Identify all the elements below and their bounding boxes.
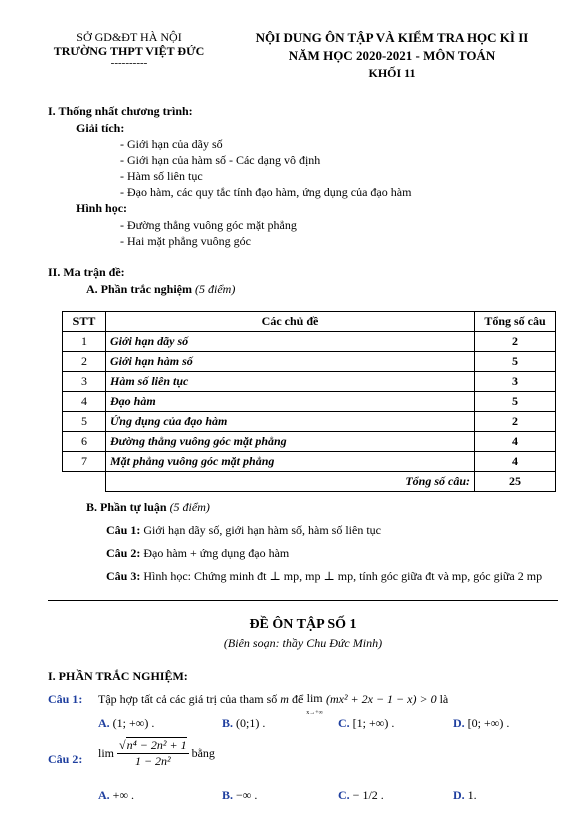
fraction-denominator: 1 − 2n² xyxy=(117,753,189,769)
answer-option[interactable] xyxy=(453,788,477,803)
row-topic: Mặt phẳng vuông góc mặt phẳng xyxy=(106,452,475,472)
q1-param: m xyxy=(280,692,289,706)
table-row xyxy=(63,352,556,372)
q2-text-after: bằng xyxy=(191,746,215,760)
question-label: Câu 2: xyxy=(48,752,83,766)
partB-heading xyxy=(86,500,210,515)
total-value: 25 xyxy=(475,472,556,492)
question-text xyxy=(98,692,448,719)
limit-operator xyxy=(306,692,323,719)
row-topic: Đường thẳng vuông góc mặt phẳng xyxy=(106,432,475,452)
row-stt: 4 xyxy=(63,392,106,412)
department-name: SỞ GD&ĐT HÀ NỘI xyxy=(76,30,182,44)
row-topic: Giới hạn dãy số xyxy=(106,332,475,352)
essay-label: Câu 2: xyxy=(106,546,141,560)
table-row xyxy=(63,372,556,392)
option-text: − 1/2 . xyxy=(352,788,384,802)
col-header-stt: STT xyxy=(63,312,106,332)
lim-subscript: x→+∞ xyxy=(306,710,323,716)
row-stt: 6 xyxy=(63,432,106,452)
option-letter: A. xyxy=(98,788,110,802)
sqrt-radicand: n⁴ − 2n² + 1 xyxy=(126,738,187,752)
table-row xyxy=(63,412,556,432)
col-header-count: Tổng số câu xyxy=(475,312,556,332)
option-text: −∞ . xyxy=(236,788,258,802)
header-dashes: ---------- xyxy=(110,57,148,69)
limit-fraction xyxy=(117,738,189,769)
partB-label: B. Phần tự luận xyxy=(86,500,167,514)
grade-label: KHỐI 11 xyxy=(368,66,416,80)
row-topic: Giới hạn hàm số xyxy=(106,352,475,372)
row-count: 4 xyxy=(475,432,556,452)
answer-option[interactable] xyxy=(98,716,154,731)
geometry-item: - Đường thẳng vuông góc mặt phẳng xyxy=(120,218,297,232)
essay-label: Câu 3: xyxy=(106,569,141,583)
analysis-item: - Đạo hàm, các quy tắc tính đạo hàm, ứng dụng của đạo hàm xyxy=(120,185,412,199)
option-letter: D. xyxy=(453,788,465,802)
q1-expression: (mx² + 2x − 1 − x) > 0 xyxy=(325,692,437,706)
col-header-topic: Các chủ đề xyxy=(106,312,475,332)
row-topic: Hàm số liên tục xyxy=(106,372,475,392)
table-row xyxy=(63,452,556,472)
row-stt: 1 xyxy=(63,332,106,352)
partA-heading xyxy=(86,282,235,297)
q1-text-before: Tập hợp tất cả các giá trị của tham số xyxy=(98,692,278,706)
lim-word: lim xyxy=(98,746,115,760)
option-letter: C. xyxy=(338,788,350,802)
row-count: 5 xyxy=(475,352,556,372)
option-letter: A. xyxy=(98,716,110,730)
part-heading: I. PHẦN TRẮC NGHIỆM: xyxy=(48,669,188,683)
topic-matrix-table xyxy=(62,311,556,492)
fraction-numerator: √n⁴ − 2n² + 1 xyxy=(119,738,187,752)
row-stt: 5 xyxy=(63,412,106,432)
row-count: 2 xyxy=(475,412,556,432)
partA-note: (5 điểm) xyxy=(195,282,236,296)
essay-item xyxy=(106,569,542,584)
lim-word: lim xyxy=(306,691,323,705)
option-text: [1; +∞) . xyxy=(352,716,395,730)
row-topic: Ứng dụng của đạo hàm xyxy=(106,412,475,432)
option-letter: D. xyxy=(453,716,465,730)
exam-title: ĐỀ ÔN TẬP SỐ 1 xyxy=(249,617,357,632)
partA-label: A. Phần trắc nghiệm xyxy=(86,282,192,296)
total-label: Tổng số câu: xyxy=(106,472,475,492)
analysis-label: Giải tích: xyxy=(76,121,125,135)
answer-option[interactable] xyxy=(338,716,394,731)
option-letter: B. xyxy=(222,716,234,730)
option-text: [0; +∞) . xyxy=(467,716,510,730)
essay-text: Đạo hàm + ứng dụng đạo hàm xyxy=(143,546,290,560)
essay-item xyxy=(106,546,289,561)
table-total-row xyxy=(63,472,556,492)
q1-text-de: để xyxy=(291,692,304,706)
table-row xyxy=(63,332,556,352)
partB-note: (5 điểm) xyxy=(169,500,210,514)
option-text: 1. xyxy=(467,788,477,802)
answer-option[interactable] xyxy=(98,788,134,803)
row-stt: 2 xyxy=(63,352,106,372)
row-stt: 3 xyxy=(63,372,106,392)
answer-option[interactable] xyxy=(338,788,384,803)
school-name: TRƯỜNG THPT VIỆT ĐỨC xyxy=(53,44,205,58)
answer-option[interactable] xyxy=(222,716,265,731)
option-text: (1; +∞) . xyxy=(112,716,155,730)
table-header-row xyxy=(63,312,556,332)
row-count: 4 xyxy=(475,452,556,472)
option-letter: C. xyxy=(338,716,350,730)
option-letter: B. xyxy=(222,788,234,802)
essay-text: Hình học: Chứng minh đt ⊥ mp, mp ⊥ mp, tính góc giữa đt và mp, góc giữa 2 mp xyxy=(143,569,543,583)
option-text: (0;1) . xyxy=(236,716,266,730)
document-title: NỘI DUNG ÔN TẬP VÀ KIỂM TRA HỌC KÌ II xyxy=(255,30,529,45)
row-count: 3 xyxy=(475,372,556,392)
analysis-item: - Giới hạn của hàm số - Các dạng vô định xyxy=(120,153,321,167)
geometry-item: - Hai mặt phẳng vuông góc xyxy=(120,234,251,248)
analysis-item: - Giới hạn của dãy số xyxy=(120,137,223,151)
section2-heading: II. Ma trận đề: xyxy=(48,265,125,279)
exam-author: (Biên soạn: thầy Chu Đức Minh) xyxy=(223,636,383,650)
table-row xyxy=(63,392,556,412)
answer-option[interactable] xyxy=(453,716,509,731)
option-text: +∞ . xyxy=(112,788,134,802)
section1-heading: I. Thống nhất chương trình: xyxy=(48,104,193,118)
table-row xyxy=(63,432,556,452)
total-blank xyxy=(63,472,106,492)
geometry-label: Hình học: xyxy=(76,201,128,215)
row-count: 2 xyxy=(475,332,556,352)
q1-text-after: là xyxy=(439,692,449,706)
section-divider xyxy=(48,600,558,601)
row-count: 5 xyxy=(475,392,556,412)
document-subtitle: NĂM HỌC 2020-2021 - MÔN TOÁN xyxy=(288,48,496,63)
essay-label: Câu 1: xyxy=(106,523,141,537)
row-stt: 7 xyxy=(63,452,106,472)
essay-text: Giới hạn dãy số, giới hạn hàm số, hàm số liên tục xyxy=(143,523,381,537)
question-text xyxy=(98,738,215,769)
row-topic: Đạo hàm xyxy=(106,392,475,412)
question-label: Câu 1: xyxy=(48,692,83,706)
analysis-item: - Hàm số liên tục xyxy=(120,169,203,183)
answer-option[interactable] xyxy=(222,788,257,803)
essay-item xyxy=(106,523,381,538)
